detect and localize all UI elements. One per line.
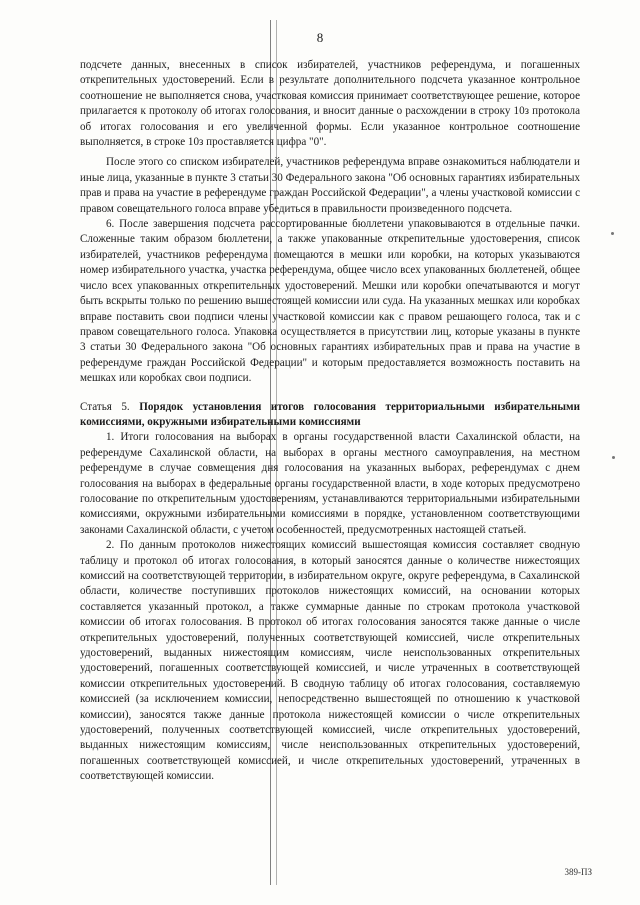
document-code: 389-ПЗ (564, 867, 592, 877)
article-heading (80, 400, 580, 431)
article-number: Статья 5. (80, 400, 140, 413)
paragraph: 6. После завершения подсчета рассортированные бюллетени упаковываются в отдельные пачки. Сложенные таким образом бюллетени, а также упакованные открепительные удостоверения, список избирателей, участников референдума помещаются в мешки или коробки, на которых указываются номер избирательного участка, участка референдума, общее число всех упакованных бюллетеней, общее число всех упакованных открепительных удостоверений. Мешки или коробки опечатываются и могут быть вскрыты только по решению вышестоящей комиссии или суда. На указанных мешках или коробках вправе поставить свои подписи члены участковой комиссии как с правом решающего голоса, так и с правом совещательного голоса. Упаковка осуществляется в присутствии лиц, которые указаны в пункте 3 статьи 30 Федерального закона "Об основных гарантиях избирательных прав и права на участие в референдуме граждан Российской Федерации" и которым предоставляется возможность поставить на мешках или коробках свои подписи. (80, 218, 580, 385)
paragraph: 2. По данным протоколов нижестоящих комиссий вышестоящая комиссия составляет сводную таблицу и протокол об итогах голосования, в который заносятся данные о количестве нижестоящих комиссий на соответствующей территории, в избирательном округе, округе референдума, в Сахалинской области, количестве поступивших протоколов нижестоящих комиссий, на основании которых составляется указанный протокол, а также суммарные данные по строкам протокола участковой комиссии об итогах голосования. В протокол об итогах голосования заносятся также данные о числе открепительных удостоверений, полученных соответствующей комиссией, числе открепительных удостоверений, выданных нижестоящим комиссиям, числе неиспользованных открепительных удостоверений, погашенных соответствующей комиссией, и числе утраченных в соответствующей комиссии открепительных удостоверений. В сводную таблицу об итогах голосования, составляемую комиссией (за исключением комиссии, непосредственно вышестоящей по отношению к участковой комиссии), заносятся также данные протокола нижестоящей комиссии о числе открепительных удостоверений, полученных соответствующей комиссией, числе открепительных удостоверений, выданных нижестоящим комиссиям, числе неиспользованных открепительных удостоверений, погашенных соответствующей комиссией, и числе открепительных удостоверений, утраченных в соответствующей комиссии. (80, 539, 580, 783)
paragraph: 1. Итоги голосования на выборах в органы государственной власти Сахалинской области, на референдуме Сахалинской области, на выборах в органы местного самоуправления, на местном референдуме в случае совмещения дня голосования на указанных выборах, референдумах с днем голосования на выборах в федеральные органы государственной власти, в ходе которых предусмотрено голосование по открепительным удостоверениям, устанавливаются территориальными избирательными комиссиями, окружными избирательными комиссиями в порядке, установленном соответствующими законами Сахалинской области, с учетом особенностей, предусмотренных настоящей статьей. (80, 431, 580, 536)
page-number: 8 (316, 30, 324, 45)
scan-speck (611, 232, 614, 235)
paragraph: подсчете данных, внесенных в список избирателей, участников референдума, и погашенных открепительных удостоверений. Если в результате дополнительного подсчета указанное контрольное соотношение не выполняется снова, участковая комиссия принимает соответствующее решение, которое прилагается к протоколу об итогах голосования, и вносит данные о расхождении в строку 10з протокола об итогах голосования и его увеличенной формы. Если указанное контрольное соотношение выполняется, в строке 10з проставляется цифра "0". (80, 59, 580, 149)
document-body (80, 58, 580, 785)
paragraph: После этого со списком избирателей, участников референдума вправе ознакомиться наблюдатели и иные лица, указанные в пункте 3 статьи 30 Федерального закона "Об основных гарантиях избирательных прав и права на участие в референдуме граждан Российской Федерации", а члены участковой комиссии с правом совещательного голоса вправе убедиться в правильности произведенного подсчета. (80, 156, 580, 215)
scan-speck (612, 456, 615, 459)
article-title: Порядок установления итогов голосования территориальными избирательными комиссиями, окружными избирательными комиссиями (80, 400, 580, 428)
